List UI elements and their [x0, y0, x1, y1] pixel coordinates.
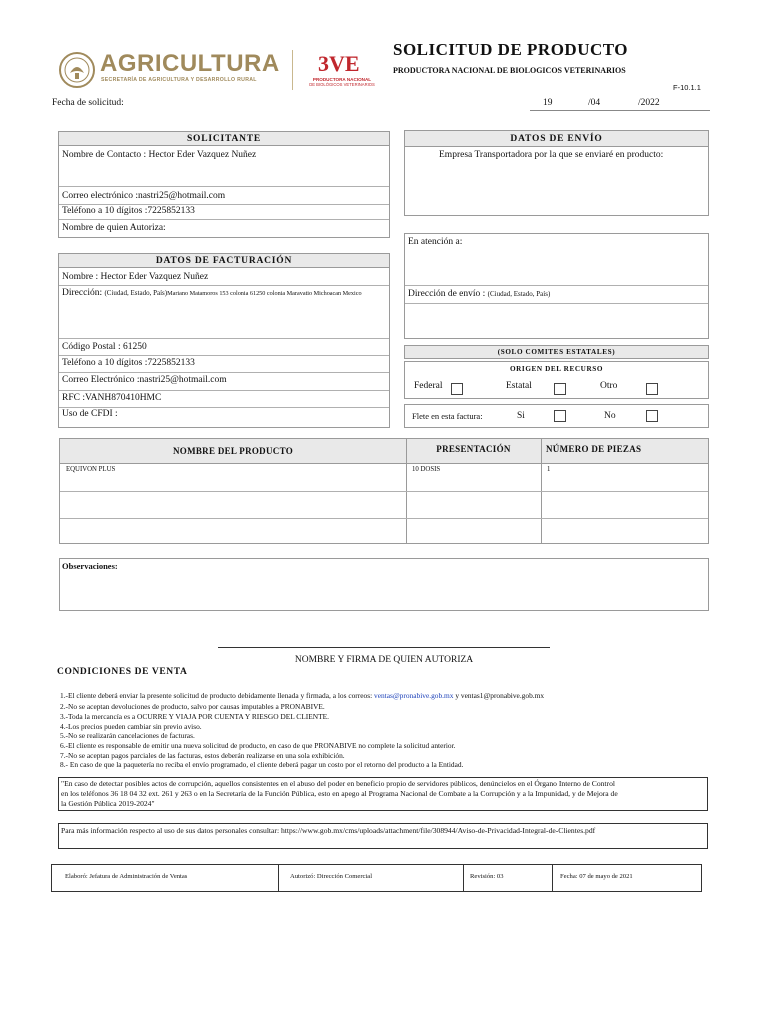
form-code: F-10.1.1 [673, 83, 701, 92]
otro-label: Otro [600, 381, 618, 391]
billing-email-field[interactable]: Correo Electrónico :nastri25@hotmail.com [62, 375, 227, 385]
date-underline [530, 110, 710, 111]
carrier-field[interactable]: Empresa Transportadora por la que se enviaré en producto: [439, 150, 664, 160]
flete-label: Flete en esta factura: [412, 411, 483, 421]
flete-si-checkbox[interactable] [554, 410, 566, 422]
logo-divider [292, 50, 293, 90]
date-year[interactable]: /2022 [638, 98, 660, 108]
col-header-quantity: NÚMERO DE PIEZAS [546, 444, 642, 454]
product-presentation-cell[interactable]: 10 DOSIS [412, 466, 441, 473]
corruption-line-2: en los teléfonos 36 18 04 32 ext. 261 y 263 o en la Secretaría de la Función Pública, esto en apego al Programa Nacional de Combate a la Corrupción y a la Impunidad, y de Mejora de [61, 789, 618, 798]
footer-revision: Revisión: 03 [470, 873, 504, 880]
solicitante-section [58, 131, 390, 238]
col-header-presentation: PRESENTACIÓN [436, 444, 511, 454]
contact-phone-field[interactable]: Teléfono a 10 dígitos :7225852133 [62, 206, 195, 216]
agricultura-logo-text: AGRICULTURA [100, 50, 280, 77]
federal-label: Federal [414, 381, 443, 391]
billing-cfdi-field[interactable]: Uso de CFDI : [62, 409, 118, 419]
envio-header: DATOS DE ENVÍO [405, 131, 708, 147]
otro-checkbox[interactable] [646, 383, 658, 395]
billing-postal-field[interactable]: Código Postal : 61250 [62, 342, 147, 352]
facturacion-header: DATOS DE FACTURACIÓN [59, 254, 389, 268]
svg-text:3VE: 3VE [318, 52, 360, 74]
flete-row [404, 404, 709, 428]
attention-field[interactable]: En atención a: [408, 237, 463, 247]
page-subtitle: PRODUCTORA NACIONAL DE BIOLOGICOS VETERINARIOS [393, 66, 626, 75]
recurso-header: ORIGEN DEL RECURSO [509, 365, 604, 373]
envio-section [404, 130, 709, 216]
recurso-note: (SOLO COMITES ESTATALES) [497, 348, 616, 356]
condition-5: 5.-No se realizarán cancelaciones de facturas. [60, 731, 195, 740]
privacy-notice [58, 823, 708, 849]
shipping-attention-box [404, 233, 709, 339]
product-table [59, 438, 709, 544]
pronabive-emblem-icon [318, 52, 364, 74]
billing-address-hint: (Ciudad, Estado, País) [104, 289, 168, 297]
pronabive-logo [302, 50, 382, 90]
billing-rfc-field[interactable]: RFC :VANH870410HMC [62, 393, 162, 403]
solicitante-header: SOLICITANTE [59, 132, 389, 146]
page-title: SOLICITUD DE PRODUCTO [393, 40, 629, 59]
footer-elaboro: Elaboró: Jefatura de Administración de Ventas [65, 873, 188, 880]
estatal-label: Estatal [506, 381, 532, 391]
federal-checkbox[interactable] [451, 383, 463, 395]
billing-address-value: Mariano Matamoros 153 colonia 61250 colonia Maravatio Michoacan Mexico [167, 290, 362, 297]
pronabive-logo-line2: DE BIOLÓGICOS VETERINARIOS [309, 82, 375, 87]
shipping-address-hint: (Ciudad, Estado, País) [487, 290, 551, 298]
footer-table [51, 864, 702, 892]
flete-no-checkbox[interactable] [646, 410, 658, 422]
condition-2: 2.-No se aceptan devoluciones de producto, salvo por causas imputables a PRONABIVE. [60, 702, 325, 711]
recurso-note-bar [404, 345, 709, 359]
shipping-address-field[interactable] [408, 289, 550, 299]
product-quantity-cell[interactable]: 1 [547, 466, 551, 473]
agricultura-logo-subtitle: SECRETARÍA DE AGRICULTURA Y DESARROLLO RURAL [101, 77, 257, 83]
shipping-address-label: Dirección de envío : [408, 289, 486, 299]
corruption-line-3: la Gestión Pública 2019-2024" [61, 799, 155, 808]
footer-fecha: Fecha: 07 de mayo de 2021 [560, 873, 633, 880]
billing-address-label: Dirección: [62, 288, 103, 298]
estatal-checkbox[interactable] [554, 383, 566, 395]
mexico-seal-icon [58, 51, 96, 89]
observaciones-box[interactable] [59, 558, 709, 611]
footer-autorizo: Autorizó: Dirección Comercial [290, 873, 373, 880]
signature-label: NOMBRE Y FIRMA DE QUIEN AUTORIZA [294, 655, 474, 665]
agricultura-logo [58, 50, 288, 90]
contact-email-field[interactable]: Correo electrónico :nastri25@hotmail.com [62, 191, 226, 201]
condition-3: 3.-Toda la mercancía es a OCURRE Y VIAJA POR CUENTA Y RIESGO DEL CLIENTE. [60, 712, 329, 721]
condition-4: 4.-Los precios pueden cambiar sin previo aviso. [60, 722, 202, 731]
billing-phone-field[interactable]: Teléfono a 10 dígitos :7225852133 [62, 358, 195, 368]
sales-email-link[interactable]: ventas@pronabive.gob.mx [374, 691, 454, 700]
flete-no-label: No [604, 411, 616, 421]
date-day[interactable]: 19 [543, 98, 553, 108]
flete-si-label: Si [517, 411, 525, 421]
observaciones-label: Observaciones: [62, 561, 118, 571]
product-name-cell[interactable]: EQUIVON PLUS [66, 466, 116, 473]
col-header-product: NOMBRE DEL PRODUCTO [172, 446, 294, 456]
privacy-text[interactable]: Para más información respecto al uso de sus datos personales consultar: https://www.gob.mx/cms/uploads/attachment/file/308944/Aviso-de-Privacidad-Integral-de-Clientes.pdf [61, 826, 596, 835]
date-label: Fecha de solicitud: [52, 98, 124, 108]
pronabive-logo-line1: PRODUCTORA NACIONAL [312, 77, 372, 82]
corruption-notice [58, 777, 708, 811]
condition-6: 6.-El cliente es responsable de emitir una nueva solicitud de producto, en caso de que PRONABIVE no complete la solicitud anterior. [60, 741, 456, 750]
recurso-section [404, 361, 709, 399]
date-month[interactable]: /04 [588, 98, 601, 108]
corruption-line-1: "En caso de detectar posibles actos de corrupción, aquellos consistentes en el abuso del poder en beneficio propio de servidores públicos, denúncielos en el Órgano Interno de Control [61, 779, 615, 788]
billing-address-field[interactable] [62, 288, 362, 298]
authorizer-name-field[interactable]: Nombre de quien Autoriza: [62, 223, 166, 233]
signature-line[interactable] [218, 647, 550, 648]
condition-1: 1.-El cliente deberá enviar la presente solicitud de producto debidamente llenada y firmada, a los correos: ventas@pronabive.gob.mx y ventas1@pronabive.gob.mx [60, 691, 545, 700]
conditions-title: CONDICIONES DE VENTA [57, 667, 188, 677]
contact-name-field[interactable]: Nombre de Contacto : Hector Eder Vazquez Nuñez [62, 150, 257, 160]
condition-7: 7.-No se aceptan pagos parciales de las facturas, estos deberán realizarse en una sola exhibición. [60, 751, 345, 760]
facturacion-section [58, 253, 390, 428]
condition-8: 8.- En caso de que la paquetería no reciba el envío programado, el cliente deberá pagar un costo por el retorno del producto a la Entidad. [60, 760, 464, 769]
sales-email-link-2[interactable]: ventas1@pronabive.gob.mx [460, 691, 545, 700]
billing-name-field[interactable]: Nombre : Hector Eder Vazquez Nuñez [62, 272, 209, 282]
